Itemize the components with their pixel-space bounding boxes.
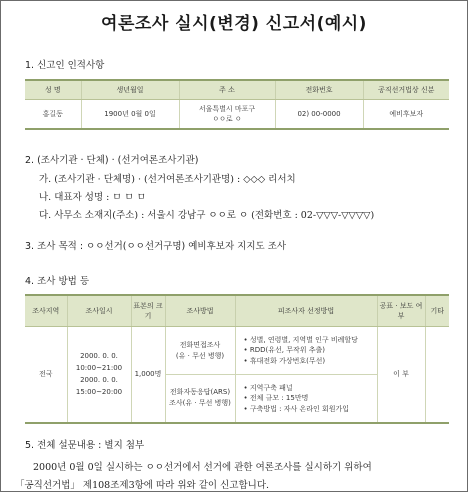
selection-2-item-1: • 지역구축 패널: [243, 383, 293, 392]
header-phone: 전화번호: [275, 80, 363, 100]
time-1: 10:00~21:00: [75, 364, 123, 373]
declaration-line-1: 2000년 0월 0일 실시하는 ㅇㅇ선거에서 선거에 관한 여론조사를 실시하기 위하여: [33, 462, 372, 473]
section-4-heading: 4. 조사 방법 등: [25, 276, 90, 287]
header-birthdate: 생년월일: [81, 80, 179, 100]
header-other: 기타: [425, 295, 449, 327]
method-1-name-line-2: (유 · 무선 병행): [175, 351, 225, 360]
header-address: 주 소: [179, 80, 275, 100]
method-2-name-line-1: 전화자동응답(ARS): [169, 388, 231, 397]
cell-birthdate: 1900년 0월 0일: [81, 100, 179, 130]
method-header-row: [25, 295, 449, 327]
cell-name: 홍길동: [25, 100, 81, 130]
address-line-2: ㅇㅇ로 ㅇ: [212, 115, 242, 123]
header-name: 성 명: [25, 80, 81, 100]
cell-sample-size: 1,000명: [131, 327, 165, 423]
header-selection: 피조사자 선정방법: [235, 295, 377, 327]
header-publish: 공표 · 보도 여부: [377, 295, 425, 327]
cell-selection-1: [235, 327, 377, 375]
section-3-heading: 3. 조사 목적 : ㅇㅇ선거(ㅇㅇ선거구명) 예비후보자 지지도 조사: [25, 241, 287, 252]
cell-method-1: [165, 327, 235, 375]
selection-2-item-3: • 구축방법 : 자사 온라인 회원가입: [243, 404, 350, 413]
section-5-heading: 5. 전체 설문내용 : 별지 첨부: [25, 440, 145, 451]
selection-1-item-1: • 성별, 연령별, 지역별 인구 비례할당: [243, 335, 358, 344]
office-address-line: 다. 사무소 소재지(주소) : 서울시 강남구 ㅇㅇ로 ㅇ (전화번호 : 02-▽▽▽-▽▽▽▽): [39, 210, 375, 221]
date-1: 2000. 0. 0.: [80, 352, 118, 361]
cell-phone: 02) 00-0000: [275, 100, 363, 130]
cell-address: [179, 100, 275, 130]
time-2: 15:00~20:00: [75, 388, 123, 397]
selection-1-item-2: • RDD(유선, 무작위 추출): [243, 346, 325, 355]
cell-other: [425, 327, 449, 423]
cell-status: 예비후보자: [363, 100, 449, 130]
method-row-1: [25, 327, 449, 375]
header-method: 조사방법: [165, 295, 235, 327]
section-1-heading: 1. 신고인 인적사항: [25, 60, 105, 71]
representative-line: 나. 대표자 성명 : ㅁ ㅁ ㅁ: [39, 192, 146, 203]
selection-2-item-2: • 전체 규모 : 15만명: [243, 394, 309, 402]
section-2-heading: 2. (조사기관 · 단체) · (선거여론조사기관): [25, 155, 199, 166]
applicant-table: [25, 79, 449, 130]
header-sample-size: 표본의 크기: [131, 295, 165, 327]
page-title: 여론조사 실시(변경) 신고서(예시): [101, 14, 367, 34]
agency-name-line: 가. (조사기관 · 단체명) · (선거여론조사기관명) : ◇◇◇ 리서치: [39, 174, 296, 185]
cell-region: 전국: [25, 327, 67, 423]
cell-publish: 이 부: [377, 327, 425, 423]
applicant-row: [25, 100, 449, 130]
method-2-name-line-2: 조사(유 · 무선 병행): [169, 399, 231, 408]
method-1-name-line-1: 전화면접조사: [179, 340, 221, 349]
selection-1-item-3: • 휴대전화 가상번호(무선): [243, 356, 326, 365]
address-line-1: 서울특별시 마포구: [198, 105, 256, 113]
survey-method-table: [25, 294, 449, 424]
applicant-header-row: [25, 80, 449, 100]
header-datetime: 조사일시: [67, 295, 131, 327]
header-region: 조사지역: [25, 295, 67, 327]
header-status: 공직선거법상 신분: [363, 80, 449, 100]
cell-dates: [67, 327, 131, 423]
declaration-line-2: 「공직선거법」 제108조제3항에 따라 위와 같이 신고합니다.: [15, 480, 270, 491]
cell-method-2: [165, 375, 235, 423]
date-2: 2000. 0. 0.: [80, 376, 118, 385]
cell-selection-2: [235, 375, 377, 423]
